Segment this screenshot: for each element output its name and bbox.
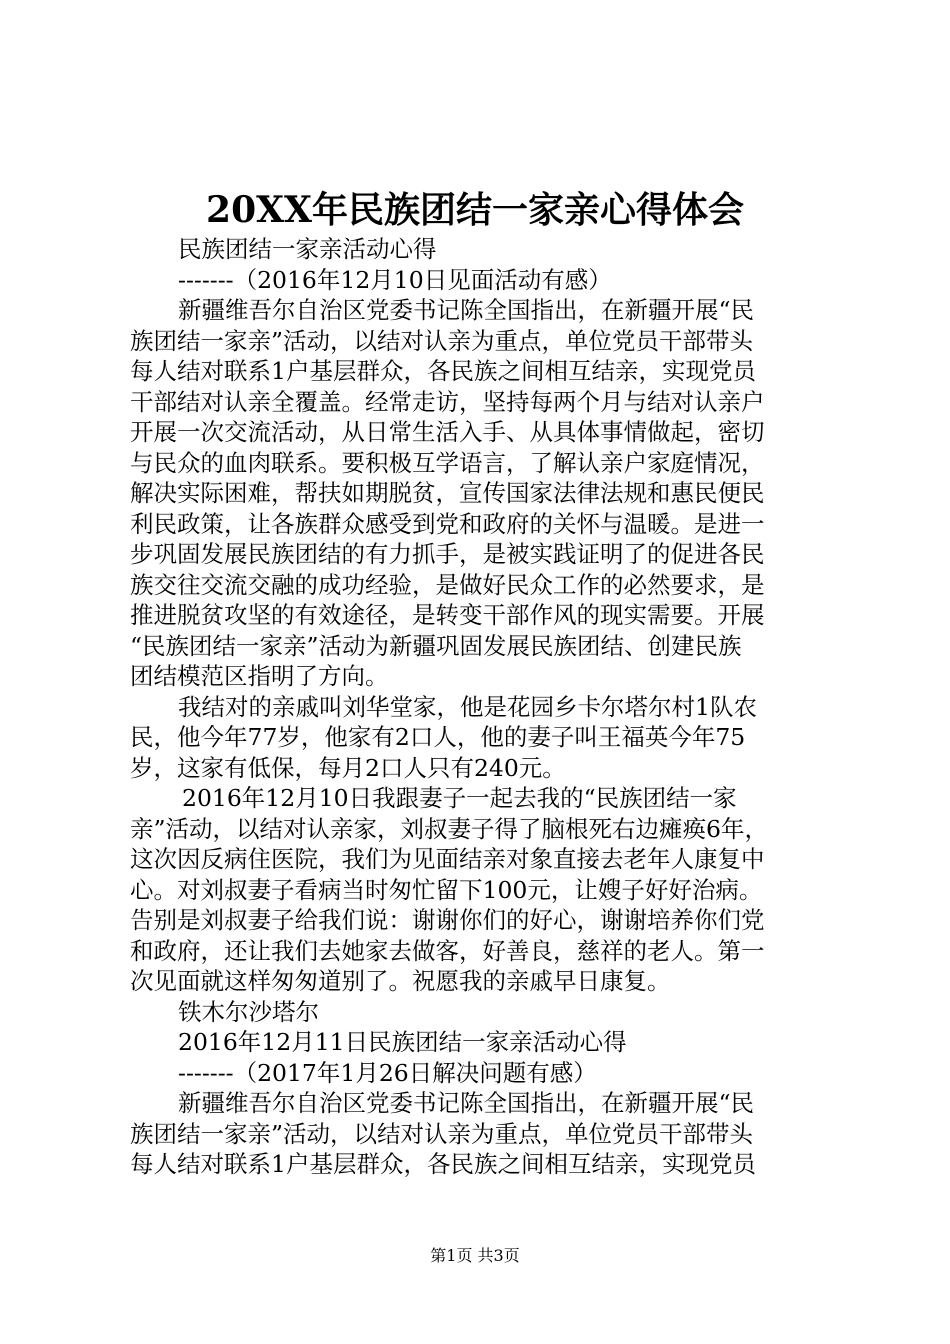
paragraph-line: 2016年12月10日我跟妻子一起去我的“民族团结一家 (182, 784, 737, 812)
author-name: 铁木尔沙塔尔 (178, 997, 319, 1026)
paragraph-line: 干部结对认亲全覆盖。经常走访，坚持每两个月与结对认亲户 (130, 387, 765, 416)
paragraph-line: 岁，这家有低保，每月2口人只有240元。 (130, 753, 566, 782)
paragraph-line: 与民众的血肉联系。要积极互学语言，了解认亲户家庭情况， (130, 448, 765, 477)
paragraph-line: 每人结对联系1户基层群众，各民族之间相互结亲，实现党员 (130, 357, 756, 385)
paragraph-line: 新疆维吾尔自治区党委书记陈全国指出，在新疆开展“民 (178, 1089, 755, 1117)
section-heading: 民族团结一家亲活动心得 (178, 235, 437, 263)
paragraph-line: 亲”活动，以结对认亲家，刘叔妻子得了脑根死右边瘫痪6年， (130, 814, 768, 843)
paragraph-line: 告别是刘叔妻子给我们说：谢谢你们的好心，谢谢培养你们党 (130, 906, 765, 934)
paragraph-line: 这次因反病住医院，我们为见面结亲对象直接去老年人康复中 (130, 845, 765, 873)
page-footer: 第1页 共3页 (430, 1246, 520, 1265)
paragraph-line: 利民政策，让各族群众感受到党和政府的关怀与温暖。是进一 (130, 509, 765, 538)
page-title: 20XX年民族团结一家亲心得体会 (206, 189, 744, 231)
paragraph-line: 每人结对联系1户基层群众，各民族之间相互结亲，实现党员 (130, 1150, 756, 1178)
paragraph-line: 新疆维吾尔自治区党委书记陈全国指出，在新疆开展“民 (178, 296, 755, 324)
paragraph-line: 族团结一家亲”活动，以结对认亲为重点，单位党员干部带头 (130, 326, 754, 355)
paragraph-line: 和政府，还让我们去她家去做客，好善良，慈祥的老人。第一 (130, 936, 765, 965)
section-subtitle: -------（2017年1月26日解决问题有感） (178, 1058, 597, 1087)
document-body (130, 234, 830, 1180)
paragraph-line: 开展一次交流活动，从日常生活入手、从具体事情做起，密切 (130, 418, 765, 446)
paragraph-line: “民族团结一家亲”活动为新疆巩固发展民族团结、创建民族 (130, 631, 742, 660)
paragraph-line: 我结对的亲戚叫刘华堂家，他是花园乡卡尔塔尔村1队农 (178, 692, 757, 721)
paragraph-line: 次见面就这样匆匆道别了。祝愿我的亲戚早日康复。 (130, 967, 671, 995)
paragraph-line: 团结模范区指明了方向。 (130, 662, 389, 690)
paragraph-line: 心。对刘叔妻子看病当时匆忙留下100元，让嫂子好好治病。 (130, 875, 763, 904)
paragraph-line: 族团结一家亲”活动，以结对认亲为重点，单位党员干部带头 (130, 1119, 754, 1148)
paragraph-line: 族交往交流交融的成功经验，是做好民众工作的必然要求，是 (130, 570, 765, 599)
section-subtitle: -------（2016年12月10日见面活动有感） (178, 265, 612, 294)
section-heading: 2016年12月11日民族团结一家亲活动心得 (178, 1028, 627, 1056)
paragraph-line: 推进脱贫攻坚的有效途径，是转变干部作风的现实需要。开展 (130, 601, 765, 629)
paragraph-line: 解决实际困难，帮扶如期脱贫，宣传国家法律法规和惠民便民 (130, 479, 765, 507)
paragraph-line: 步巩固发展民族团结的有力抓手，是被实践证明了的促进各民 (130, 540, 765, 568)
paragraph-line: 民，他今年77岁，他家有2口人，他的妻子叫王福英今年75 (130, 723, 746, 751)
